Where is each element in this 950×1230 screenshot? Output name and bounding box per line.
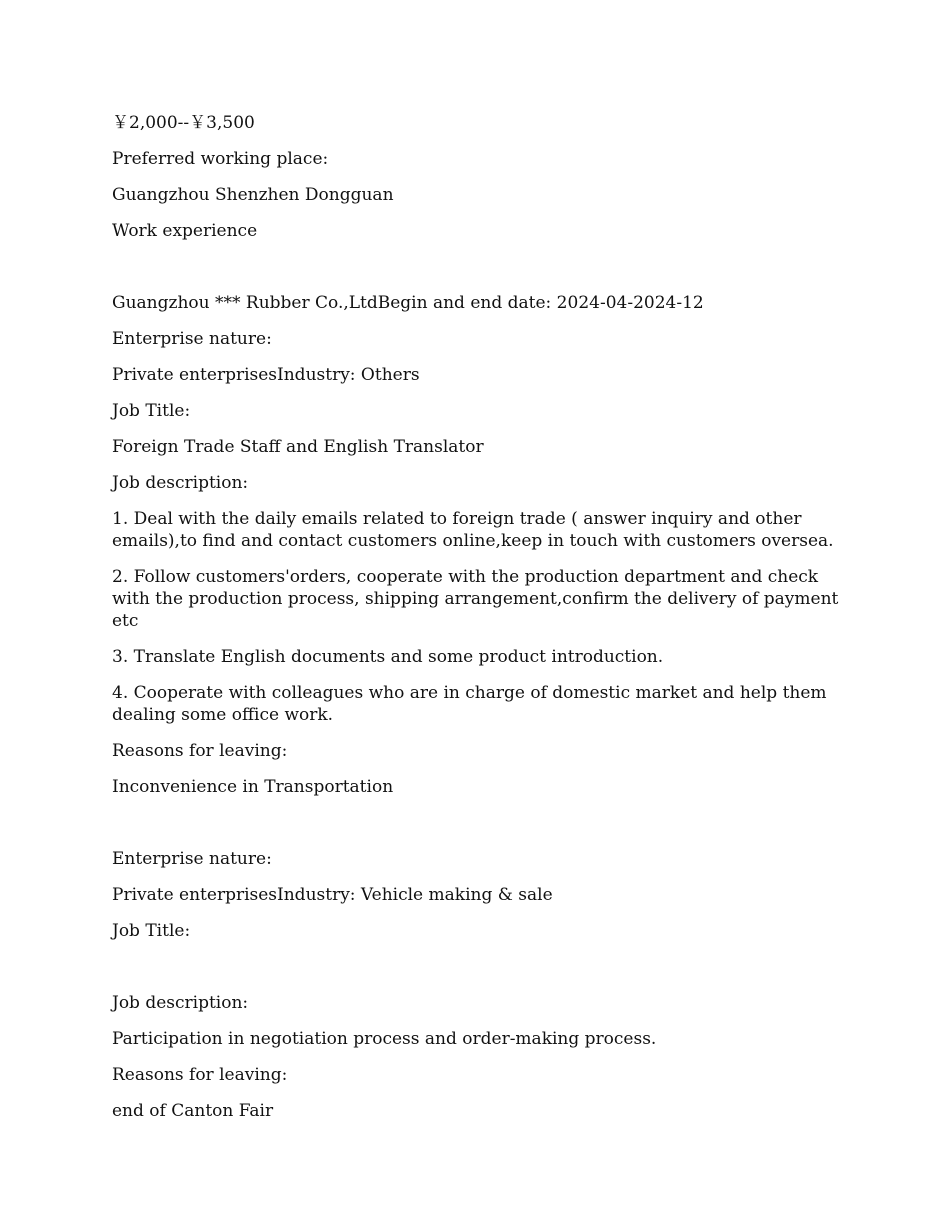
salary-range: ￥2,000--￥3,500	[112, 113, 255, 133]
duty-item: 4. Cooperate with colleagues who are in charge of domestic market and help them dealing some office work.	[112, 683, 827, 725]
job-entry-2	[112, 848, 842, 1122]
job-title-label: Job Title:	[112, 401, 191, 421]
company-and-dates: Guangzhou *** Rubber Co.,LtdBegin and end date: 2024-04-2024-12	[112, 293, 704, 313]
duty-item: 2. Follow customers'orders, cooperate with the production department and check with the production process, shipping arrangement,confirm the delivery of payment etc	[112, 567, 839, 631]
reasons-value: Inconvenience in Transportation	[112, 777, 394, 797]
job-entry-1	[112, 292, 842, 798]
spacer	[112, 256, 842, 278]
preferred-place-label: Preferred working place:	[112, 149, 329, 169]
preferred-places: Guangzhou Shenzhen Dongguan	[112, 185, 394, 205]
reasons-label: Reasons for leaving:	[112, 741, 288, 761]
duty-item: Participation in negotiation process and order-making process.	[112, 1029, 657, 1049]
enterprise-and-industry: Private enterprisesIndustry: Others	[112, 365, 420, 385]
reasons-value: end of Canton Fair	[112, 1101, 274, 1121]
spacer	[112, 812, 842, 834]
duty-item: 3. Translate English documents and some product introduction.	[112, 647, 664, 667]
work-experience-heading: Work experience	[112, 221, 258, 241]
job-title-empty	[112, 956, 842, 978]
enterprise-nature-label: Enterprise nature:	[112, 849, 272, 869]
duty-item: 1. Deal with the daily emails related to foreign trade ( answer inquiry and other emails),to find and contact customers online,keep in touch with customers oversea.	[112, 509, 834, 551]
enterprise-nature-label: Enterprise nature:	[112, 329, 272, 349]
enterprise-and-industry: Private enterprisesIndustry: Vehicle making & sale	[112, 885, 553, 905]
job-description-label: Job description:	[112, 993, 249, 1013]
job-description-label: Job description:	[112, 473, 249, 493]
job-title-label: Job Title:	[112, 921, 191, 941]
job-title: Foreign Trade Staff and English Translator	[112, 437, 484, 457]
reasons-label: Reasons for leaving:	[112, 1065, 288, 1085]
resume-page	[112, 112, 842, 1136]
